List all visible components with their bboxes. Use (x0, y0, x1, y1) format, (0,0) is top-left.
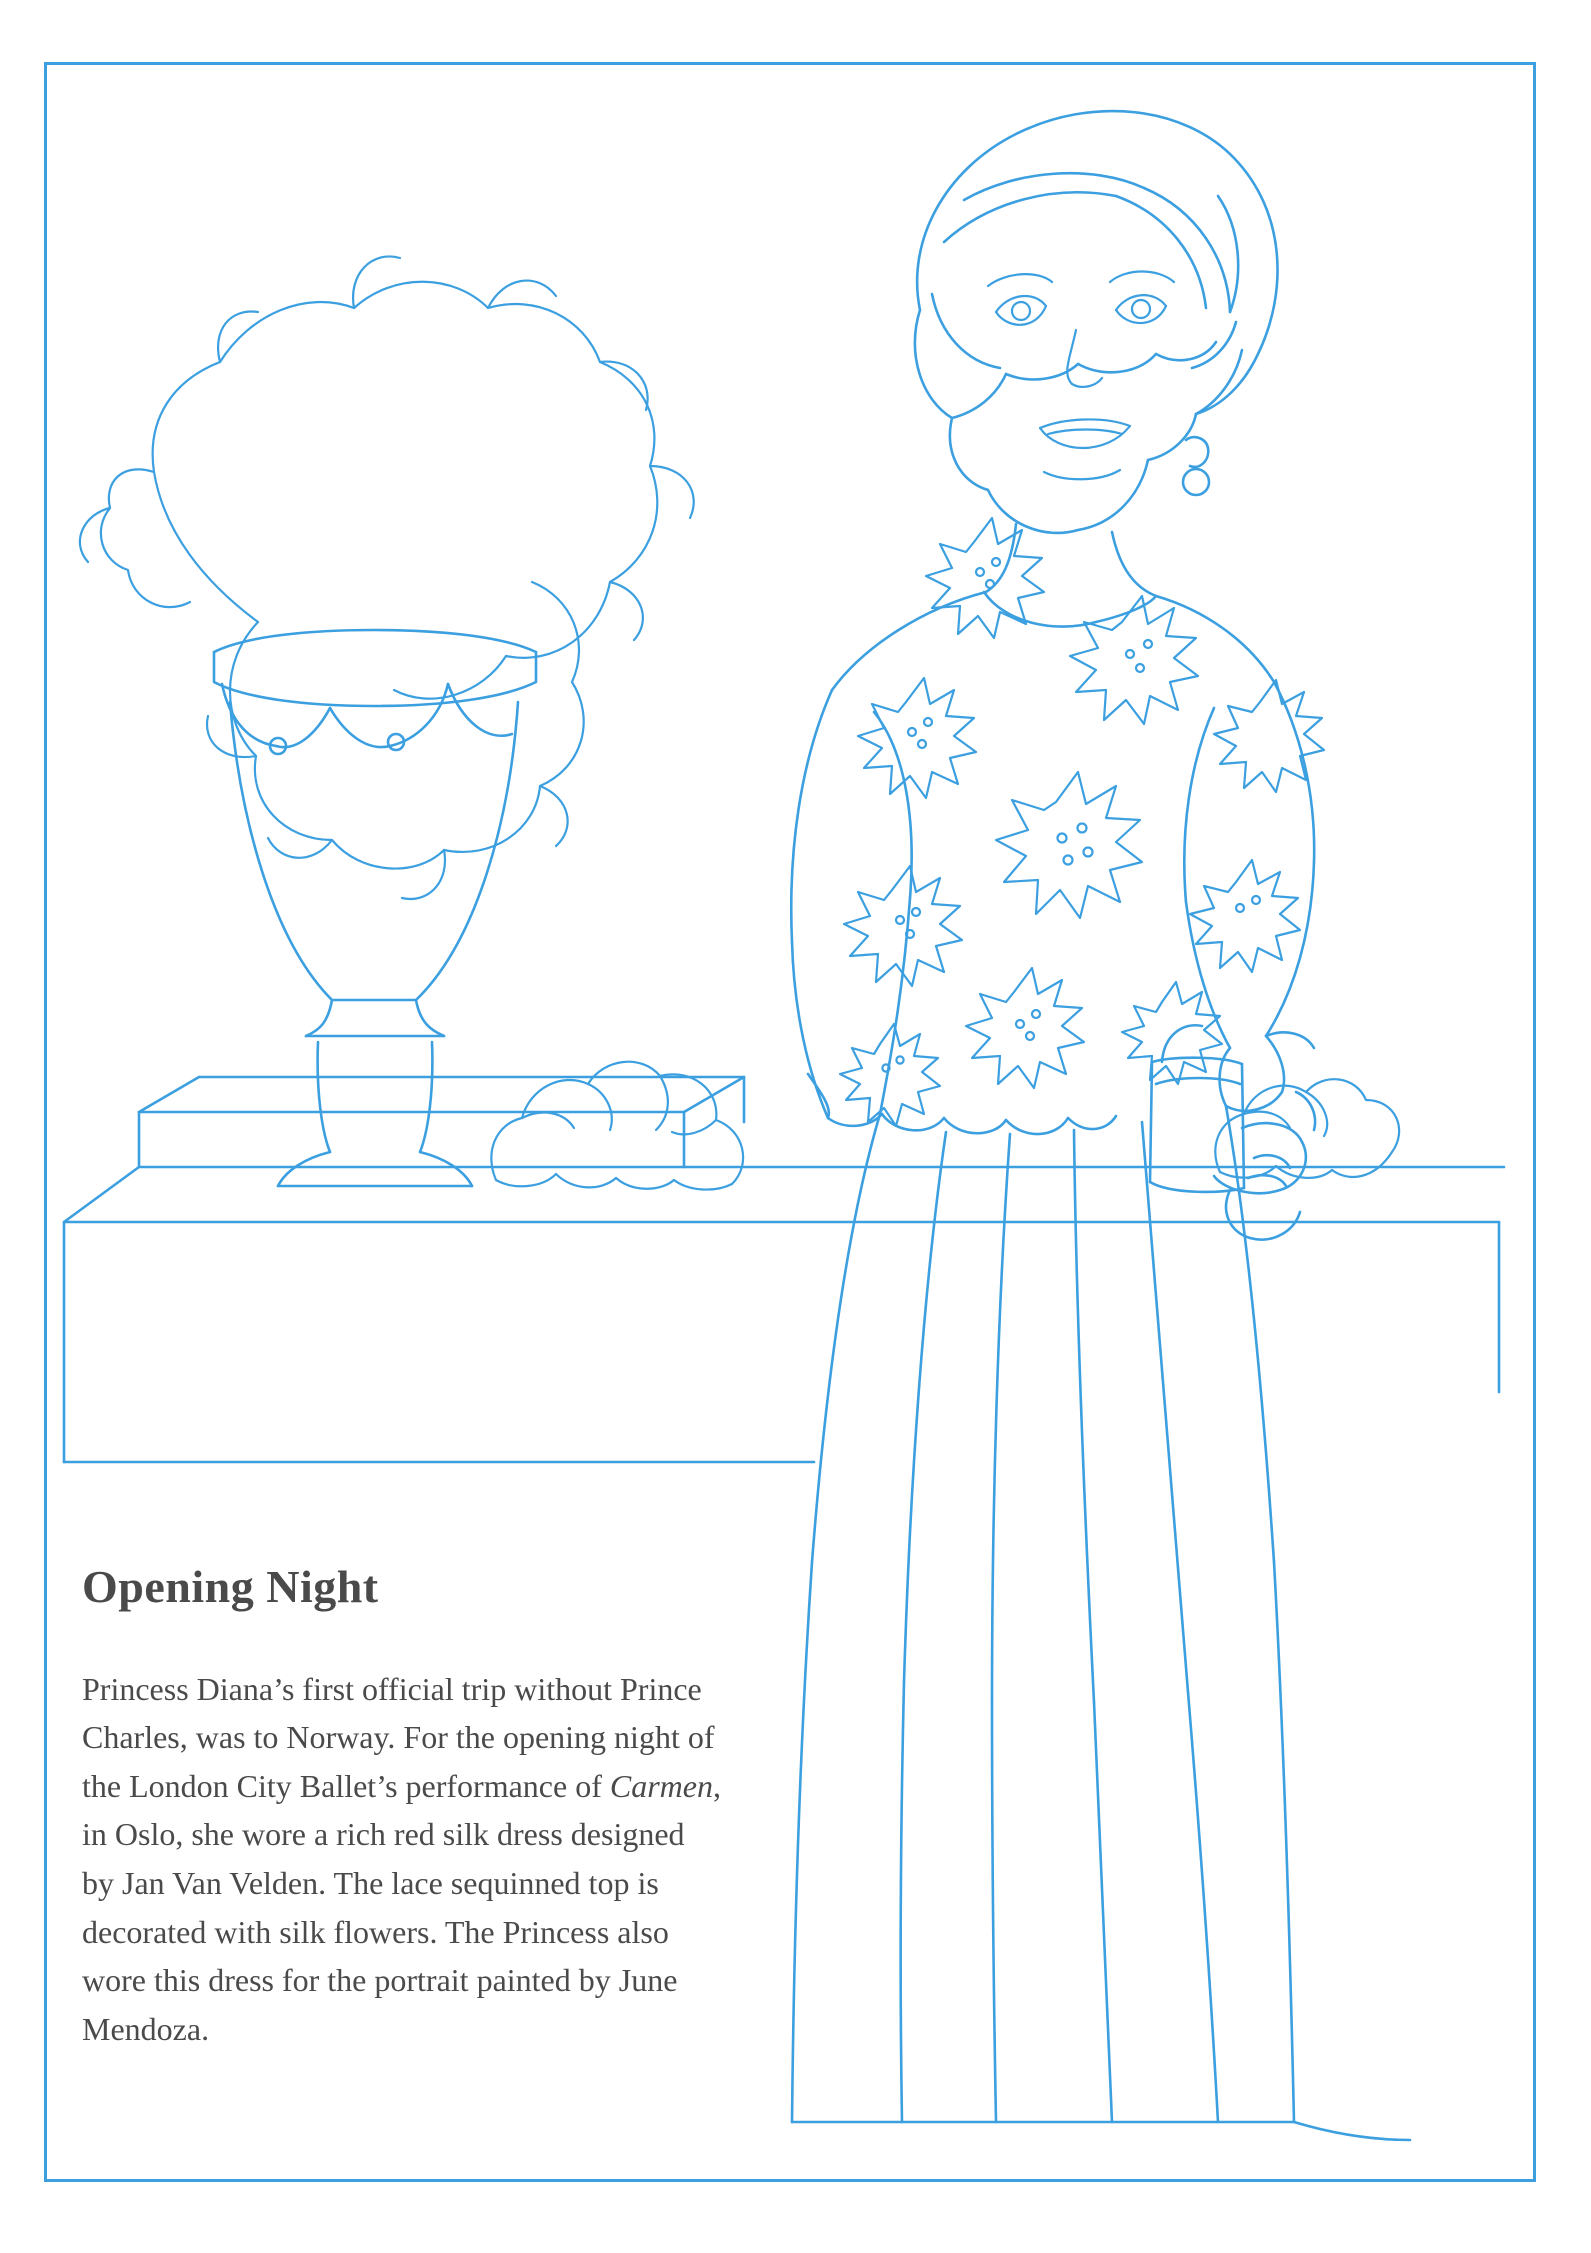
sleeve-cuffs (808, 1032, 1314, 1118)
figure-neck-shoulders (832, 524, 1274, 690)
earring (1183, 437, 1209, 495)
caption-text-part-1: Princess Diana’s first official trip without Prince Charles, was to Norway. For the opening night of the London City Ballet’s performance of (82, 1670, 715, 1804)
figure-head-hair (915, 111, 1278, 533)
caption-paragraph (82, 1665, 722, 2054)
figure-face (988, 272, 1174, 480)
foliage-wreath (80, 256, 694, 899)
caption-block (82, 1562, 742, 2054)
caption-text-part-2: , in Oslo, she wore a rich red silk dress designed by Jan Van Velden. The lace sequinned top is decorated with silk flowers. The Princess also wore this dress for the portrait painted by June Mendoza. (82, 1767, 721, 2047)
silk-flower-motifs (840, 518, 1324, 1126)
caption-italic-title: Carmen (609, 1767, 713, 1804)
shrub (491, 1062, 743, 1190)
page-title: Opening Night (82, 1561, 379, 1612)
stone-ledge (64, 1077, 1504, 1462)
urn-planter (214, 630, 536, 1186)
long-skirt (792, 1106, 1410, 2140)
